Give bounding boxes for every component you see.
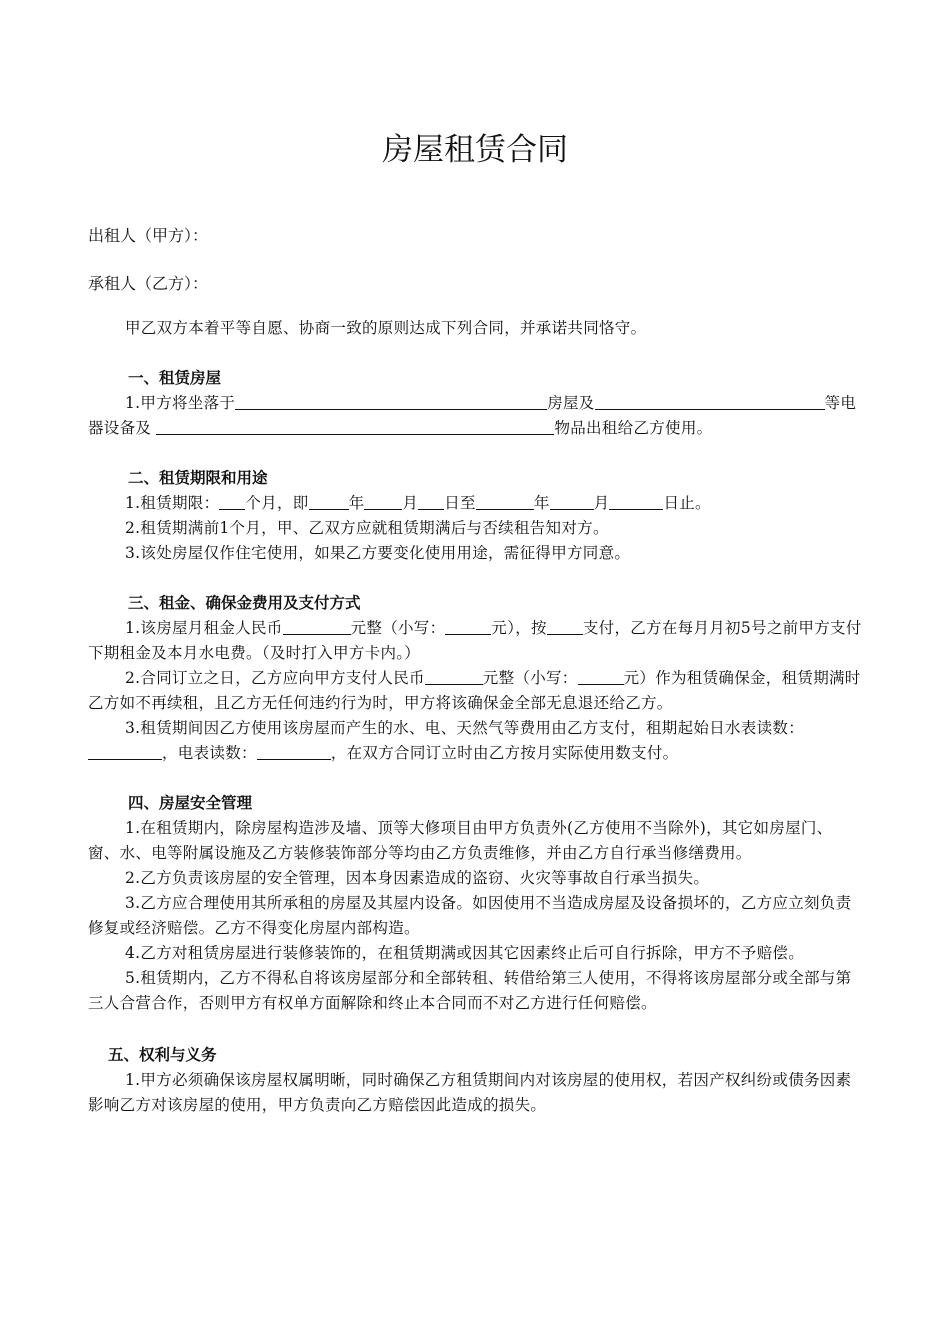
blank-appliances[interactable] xyxy=(595,391,825,410)
clause-text: 3.租赁期间因乙方使用该房屋而产生的水、电、天然气等费用由乙方支付，租期起始日水表读数： xyxy=(125,719,804,737)
blank-water-meter[interactable] xyxy=(88,741,162,760)
clause-text: 支付，乙方在每月月初5号之前甲方支付下期租金及本月水电费。（及时打入甲方卡内。） xyxy=(88,619,862,662)
clause-text: 月 xyxy=(402,494,419,512)
section-heading: 一、租赁房屋 xyxy=(128,369,222,387)
lessee-line: 承租人（乙方）： xyxy=(88,274,209,293)
blank-start-year[interactable] xyxy=(309,491,349,510)
clause-text: 元整（小写： xyxy=(482,669,578,687)
clause-text: 房屋及 xyxy=(547,394,595,412)
blank-monthly-rent-figure[interactable] xyxy=(445,616,491,635)
clause-text: 等电器设备及 xyxy=(88,394,857,437)
document-title: 房屋租赁合同 xyxy=(382,132,568,168)
section-lease-term xyxy=(88,465,862,566)
section-heading: 三、租金、确保金费用及支付方式 xyxy=(128,594,361,612)
blank-property-location[interactable] xyxy=(235,391,547,410)
section-safety xyxy=(88,790,862,1016)
blank-start-day[interactable] xyxy=(418,491,444,510)
clause-3-1 xyxy=(88,616,862,666)
clause-2-2: 2.租赁期满前1个月，甲、乙双方应就租赁期满后与否续租告知对方。 xyxy=(125,519,609,537)
blank-monthly-rent[interactable] xyxy=(283,616,351,635)
clause-4-5: 5.租赁期内，乙方不得私自将该房屋部分和全部转租、转借给第三人使用，不得将该房屋部分或全部与第三人合营合作，否则甲方有权单方面解除和终止本合同而不对乙方进行任何赔偿。 xyxy=(88,969,852,1012)
clause-text: ，在双方合同订立时由乙方按月实际使用数支付。 xyxy=(330,744,679,762)
clause-3-3 xyxy=(88,716,862,766)
lessor-line: 出租人（甲方）： xyxy=(88,226,209,245)
blank-payment-method[interactable] xyxy=(547,616,583,635)
clause-text: 1.甲方将坐落于 xyxy=(125,394,236,412)
clause-text: 日至 xyxy=(444,494,476,512)
clause-text: 元），按 xyxy=(491,619,547,637)
clause-text: 1.租赁期限： xyxy=(125,494,220,512)
blank-end-month[interactable] xyxy=(550,491,594,510)
clause-text: ，电表读数： xyxy=(162,744,257,762)
section-heading: 五、权利与义务 xyxy=(108,1046,217,1064)
clause-3-2 xyxy=(88,666,862,716)
section-heading: 四、房屋安全管理 xyxy=(128,794,253,812)
clause-text: 月 xyxy=(593,494,610,512)
clause-4-1: 1.在租赁期内，除房屋构造涉及墙、顶等大修项目由甲方负责外(乙方使用不当除外)，其它如房屋门、窗、水、电等附属设施及乙方装修装饰部分等均由乙方负责维修，并由乙方自行承当修缮费用。 xyxy=(88,819,833,862)
clause-4-3: 3.乙方应合理使用其所承租的房屋及其屋内设备。如因使用不当造成房屋及设备损坏的，乙方应立刻负责修复或经济赔偿。乙方不得变化房屋内部构造。 xyxy=(88,894,852,937)
clause-4-2: 2.乙方负责该房屋的安全管理，因本身因素造成的盗窃、火灾等事故自行承当损失。 xyxy=(125,869,710,887)
blank-deposit-figure[interactable] xyxy=(578,666,624,685)
blank-deposit[interactable] xyxy=(425,666,483,685)
clause-text: 年 xyxy=(533,494,550,512)
clause-5-1: 1.甲方必须确保该房屋权属明晰，同时确保乙方租赁期间内对该房屋的使用权，若因产权纠纷或债务因素影响乙方对该房屋的使用，甲方负责向乙方赔偿因此造成的损失。 xyxy=(88,1071,852,1114)
section-rights-obligations xyxy=(88,1042,862,1118)
clause-text: 个月，即 xyxy=(245,494,309,512)
blank-end-day[interactable] xyxy=(609,491,663,510)
clause-2-1 xyxy=(88,491,862,516)
blank-items[interactable] xyxy=(156,416,554,435)
section-heading: 二、租赁期限和用途 xyxy=(128,469,268,487)
intro-paragraph: 甲乙双方本着平等自愿、协商一致的原则达成下列合同，并承诺共同恪守。 xyxy=(125,319,647,337)
section-rent-deposit xyxy=(88,590,862,766)
clause-1-1 xyxy=(88,391,862,441)
blank-start-month[interactable] xyxy=(364,491,402,510)
section-rental-property xyxy=(88,365,862,441)
clause-text: 年 xyxy=(348,494,365,512)
blank-electric-meter[interactable] xyxy=(257,741,331,760)
clause-text: 元）作为租赁确保金，租赁期满时乙方如不再续租，且乙方无任何违约行为时，甲方将该确保金全部无息退还给乙方。 xyxy=(88,669,861,712)
clause-4-4: 4.乙方对租赁房屋进行装修装饰的，在租赁期满或因其它因素终止后可自行拆除，甲方不予赔偿。 xyxy=(125,944,804,962)
clause-text: 2.合同订立之日，乙方应向甲方支付人民币 xyxy=(125,669,425,687)
clause-text: 1.该房屋月租金人民币 xyxy=(125,619,283,637)
clause-text: 日止。 xyxy=(663,494,711,512)
blank-end-year[interactable] xyxy=(476,491,534,510)
clause-text: 元整（小写： xyxy=(350,619,446,637)
clause-2-3: 3.该处房屋仅作住宅使用，如果乙方要变化使用用途，需征得甲方同意。 xyxy=(125,544,631,562)
blank-months[interactable] xyxy=(219,491,245,510)
clause-text: 物品出租给乙方使用。 xyxy=(554,419,713,437)
